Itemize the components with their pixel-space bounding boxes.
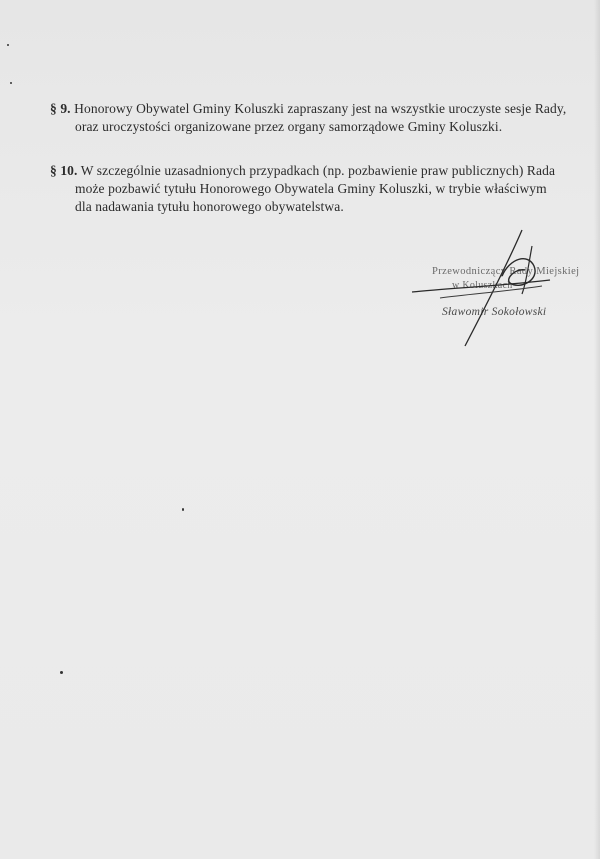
scan-speck: [60, 671, 63, 674]
paragraph-10-line-1: [50, 162, 570, 180]
paragraph-10-continuation-2: dla nadawania tytułu honorowego obywatelstwa.: [75, 199, 344, 214]
stamp-location: w Koluszkach: [452, 280, 513, 291]
paragraph-10-text: W szczególnie uzasadnionych przypadkach (np. pozbawienie praw publicznych) Rada: [80, 163, 556, 178]
signer-name: Sławomir Sokołowski: [442, 306, 547, 318]
paragraph-10: [50, 162, 570, 216]
paragraph-10-continuation-1: może pozbawić tytułu Honorowego Obywatela Gminy Koluszki, w trybie właściwym: [75, 181, 547, 196]
paragraph-9-continuation: oraz uroczystości organizowane przez organy samorządowe Gminy Koluszki.: [75, 119, 503, 134]
paragraph-9-text: Honorowy Obywatel Gminy Koluszki zapraszany jest na wszystkie uroczyste sesje Rady,: [74, 101, 567, 116]
scan-speck: [182, 508, 184, 511]
signature-block: [410, 228, 595, 353]
paragraph-9-line-1: [50, 100, 570, 118]
scan-speck: [10, 82, 12, 84]
paragraph-9: [50, 100, 570, 136]
stamp-title: Przewodniczący Rady Miejskiej: [432, 266, 580, 277]
scan-edge-shadow: [594, 0, 600, 859]
paragraph-10-number: § 10.: [50, 163, 78, 178]
handwritten-signature: [410, 228, 595, 353]
paragraph-9-number: § 9.: [50, 101, 71, 116]
scan-speck: [7, 44, 9, 46]
